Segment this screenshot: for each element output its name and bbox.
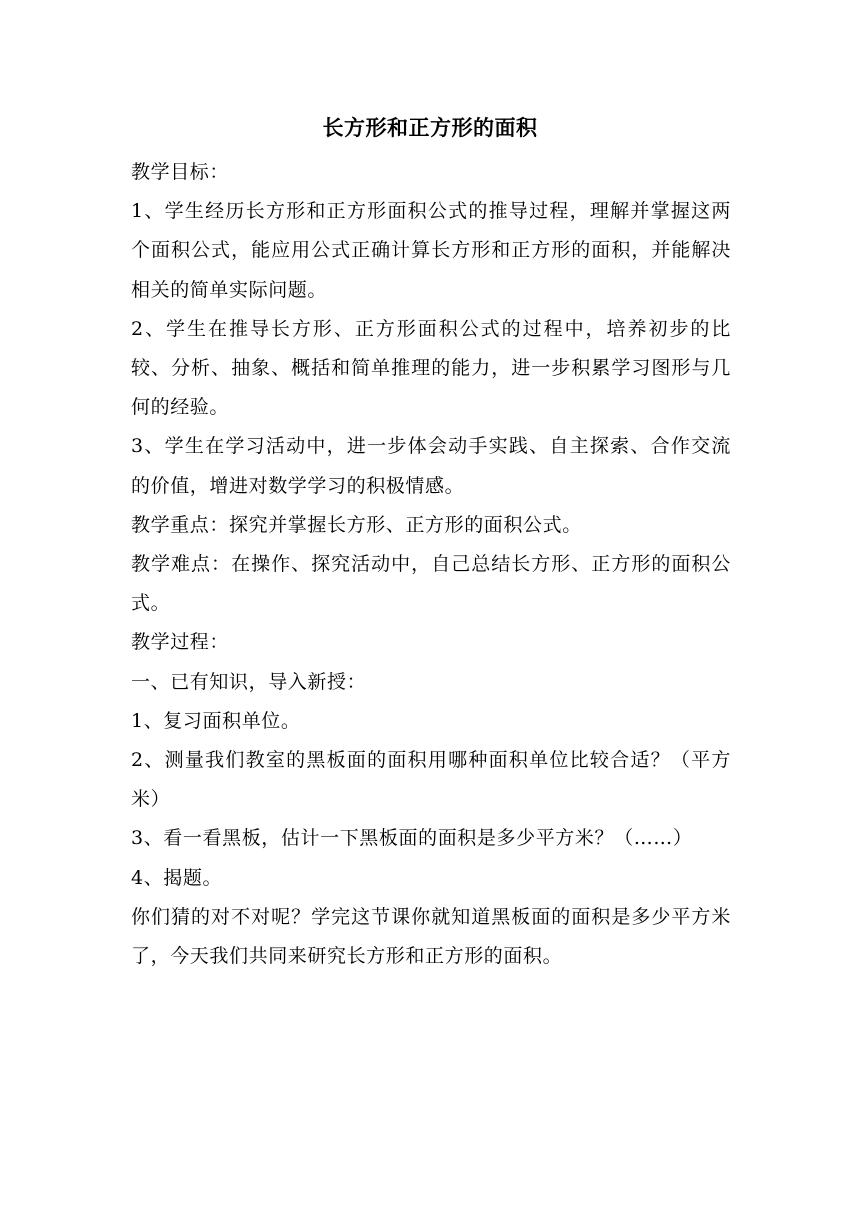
- paragraph-conclusion: 你们猜的对不对呢？学完这节课你就知道黑板面的面积是多少平方米了，今天我们共同来研究长方形和正方形的面积。: [131, 905, 731, 968]
- paragraph-step-3: 3、看一看黑板，估计一下黑板面的面积是多少平方米？（……）: [131, 827, 693, 850]
- paragraph-process-heading: 教学过程：: [131, 631, 230, 654]
- paragraph-objective-2: 2、学生在推导长方形、正方形面积公式的过程中，培养初步的比较、分析、抽象、概括和简单推理的能力，进一步积累学习图形与几何的经验。: [131, 317, 731, 419]
- paragraph-step-4: 4、揭题。: [131, 866, 223, 889]
- document-title: 长方形和正方形的面积: [322, 116, 538, 140]
- document-body: [131, 153, 731, 976]
- paragraph-section-1-heading: 一、已有知识，导入新授：: [131, 670, 367, 693]
- paragraph-objectives-heading: 教学目标：: [131, 161, 230, 183]
- paragraph-objective-3: 3、学生在学习活动中，进一步体会动手实践、自主探索、合作交流的价值，增进对数学学习的积极情感。: [131, 435, 731, 497]
- paragraph-difficulty: 教学难点：在操作、探究活动中，自己总结长方形、正方形的面积公式。: [131, 553, 731, 615]
- paragraph-objective-1: 1、学生经历长方形和正方形面积公式的推导过程，理解并掌握这两个面积公式，能应用公式正确计算长方形和正方形的面积，并能解决相关的简单实际问题。: [131, 200, 731, 301]
- paragraph-key-point: 教学重点：探究并掌握长方形、正方形的面积公式。: [131, 513, 582, 536]
- paragraph-step-2: 2、测量我们教室的黑板面的面积用哪种面积单位比较合适？（平方米）: [131, 749, 731, 811]
- paragraph-step-1: 1、复习面积单位。: [131, 709, 301, 732]
